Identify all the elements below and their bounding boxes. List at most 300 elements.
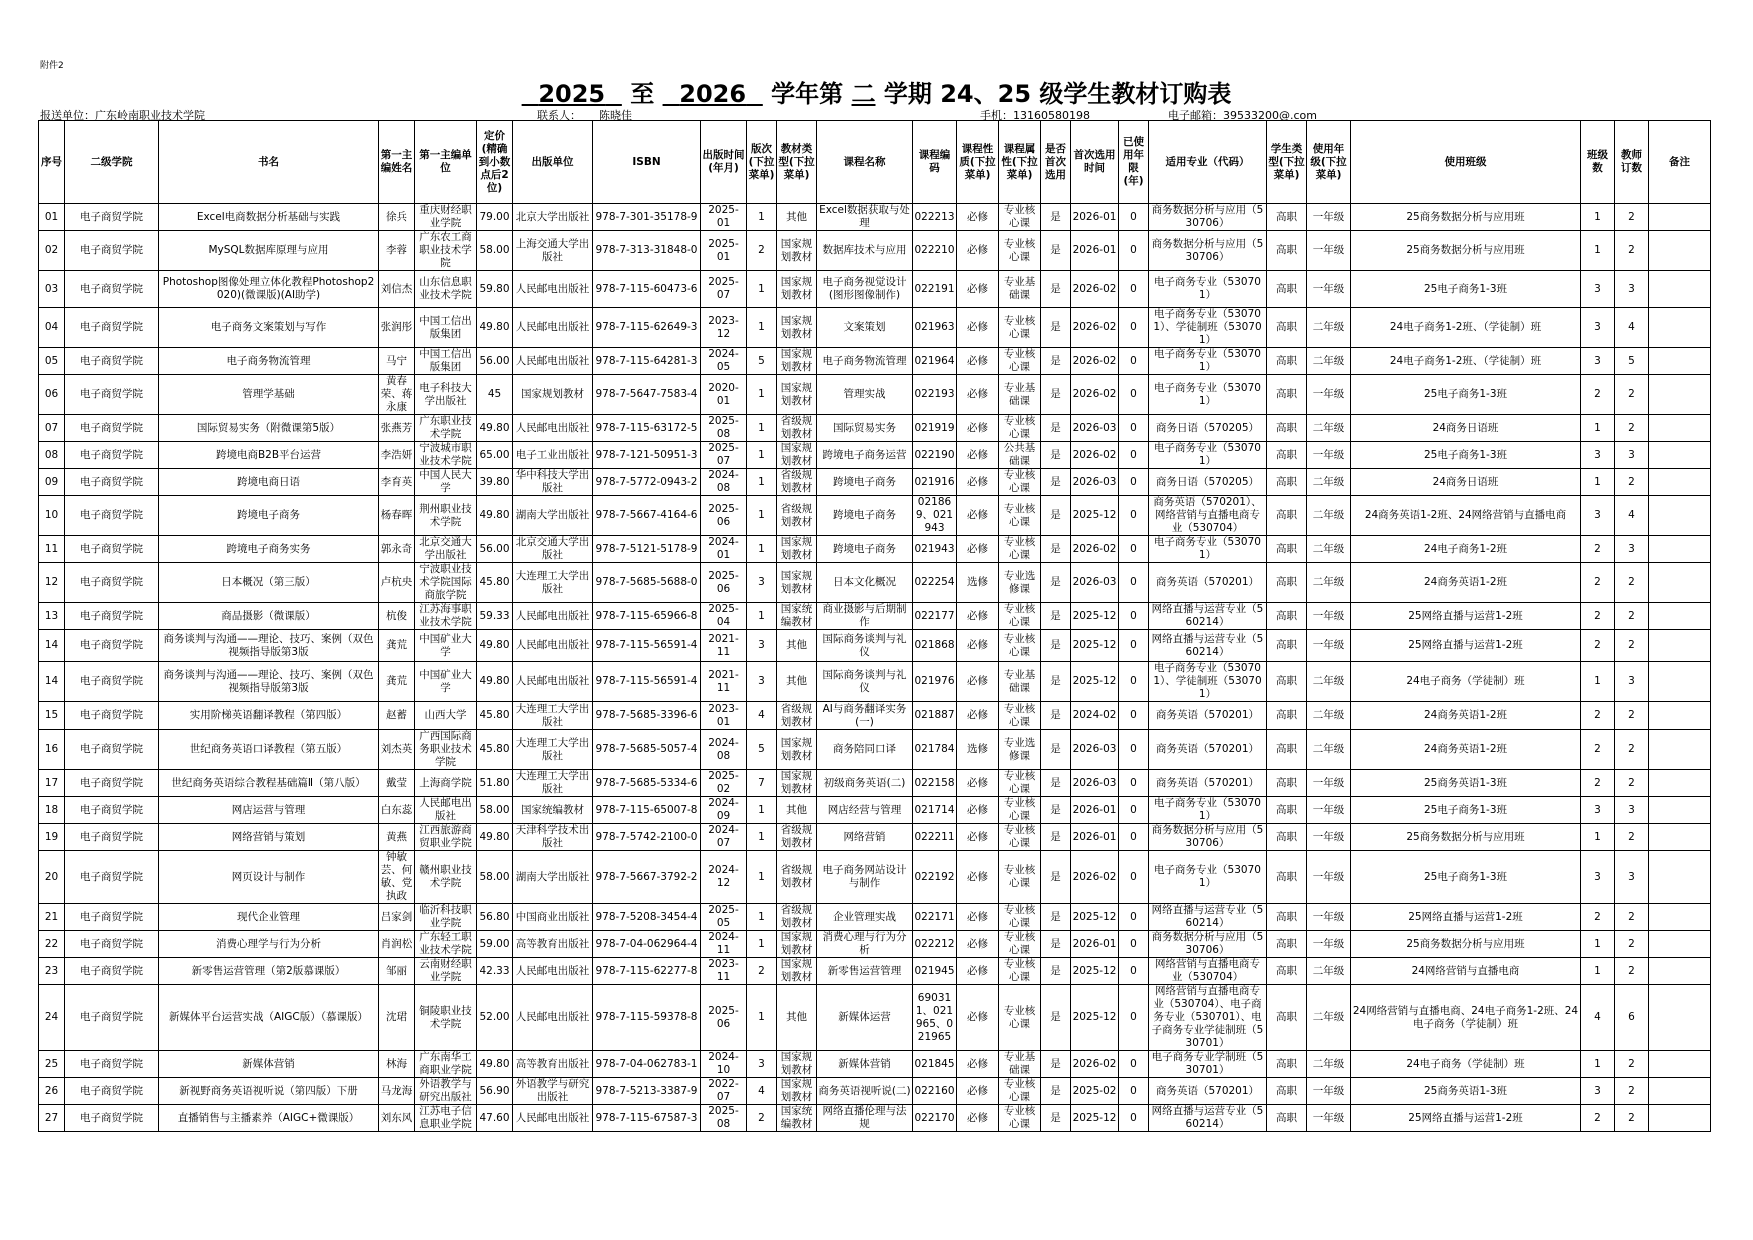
table-cell: 人民邮电出版社 (513, 603, 593, 630)
table-cell: 高职 (1267, 904, 1307, 931)
table-cell: 2 (1615, 1105, 1649, 1132)
table-cell: 2025-05 (701, 904, 747, 931)
table-cell: 24商务英语1-2班、24网络营销与直播电商 (1351, 496, 1581, 536)
title-year-end: 2026 (679, 80, 747, 108)
table-cell: 张燕芳 (379, 415, 415, 442)
table-cell: 北京交通大学出版社 (415, 536, 477, 563)
table-cell (1649, 603, 1711, 630)
table-cell: 是 (1041, 851, 1071, 904)
table-cell: 重庆财经职业学院 (415, 204, 477, 231)
table-cell: 2025-12 (1071, 603, 1119, 630)
table-row (39, 563, 1711, 603)
table-cell: 1 (1581, 824, 1615, 851)
table-cell: 59.33 (477, 603, 513, 630)
column-header: 是否首次选用 (1041, 121, 1071, 204)
table-cell: 专业核心课 (999, 603, 1041, 630)
table-cell: 新媒体营销 (159, 1051, 379, 1078)
table-cell: 2025-12 (1071, 958, 1119, 985)
table-cell: 二年级 (1307, 536, 1351, 563)
table-cell: 沈珺 (379, 985, 415, 1051)
table-cell: 56.80 (477, 904, 513, 931)
table-cell: 龚荒 (379, 630, 415, 662)
table-cell: 3 (1581, 1078, 1615, 1105)
table-cell: 专业基础课 (999, 1051, 1041, 1078)
table-cell: 是 (1041, 1105, 1071, 1132)
table-cell: 高职 (1267, 308, 1307, 348)
title-term: 二 (851, 80, 876, 108)
table-cell: Excel数据获取与处理 (817, 204, 913, 231)
table-cell: 人民邮电出版社 (513, 1105, 593, 1132)
table-cell: 跨境电子商务实务 (159, 536, 379, 563)
report-unit: 报送单位：广东岭南职业技术学院 (40, 109, 205, 122)
table-cell: 2024-11 (701, 931, 747, 958)
table-cell: 2025-07 (701, 271, 747, 308)
table-cell: 二年级 (1307, 1051, 1351, 1078)
title-suffix: 学期 24、25 级学生教材订购表 (883, 80, 1232, 108)
table-cell: 赵蓄 (379, 702, 415, 730)
table-cell: 中国工信出版集团 (415, 308, 477, 348)
table-cell: 必修 (957, 204, 999, 231)
table-cell: 电子商贸学院 (65, 662, 159, 702)
table-cell: 专业核心课 (999, 824, 1041, 851)
table-cell: 其他 (777, 985, 817, 1051)
table-cell: 必修 (957, 375, 999, 415)
table-cell (1649, 1078, 1711, 1105)
table-cell: 商务英语（570201）、网络营销与直播电商专业（530704） (1149, 496, 1267, 536)
table-cell: 高等教育出版社 (513, 931, 593, 958)
table-cell: 跨境电子商务 (817, 496, 913, 536)
table-cell: 世纪商务英语口译教程（第五版） (159, 730, 379, 770)
table-cell: 管理学基础 (159, 375, 379, 415)
table-cell: 上海商学院 (415, 770, 477, 797)
table-row (39, 730, 1711, 770)
attachment-label: 附件2 (40, 61, 64, 71)
table-cell: 省级规划教材 (777, 904, 817, 931)
table-cell: 24商务英语1-2班 (1351, 730, 1581, 770)
table-cell: 24电子商务1-2班 (1351, 536, 1581, 563)
table-cell: 必修 (957, 308, 999, 348)
table-cell: 广东农工商职业技术学院 (415, 231, 477, 271)
table-cell: 电子商贸学院 (65, 851, 159, 904)
table-cell: 978-7-115-59378-8 (593, 985, 701, 1051)
table-cell: 专业核心课 (999, 231, 1041, 271)
table-cell: 2025-01 (701, 204, 747, 231)
table-cell: 国家统编教材 (777, 603, 817, 630)
table-cell: 专业核心课 (999, 1105, 1041, 1132)
table-row (39, 630, 1711, 662)
table-cell: 电子商贸学院 (65, 958, 159, 985)
table-cell: 24电子商务1-2班、（学徒制）班 (1351, 348, 1581, 375)
table-cell: 2025-01 (701, 231, 747, 271)
table-cell: 1 (1581, 231, 1615, 271)
table-cell: 大连理工大学出版社 (513, 702, 593, 730)
table-cell: 电子商务专业学制班（530701） (1149, 1051, 1267, 1078)
table-cell: 022192 (913, 851, 957, 904)
table-cell: 省级规划教材 (777, 702, 817, 730)
table-cell: 0 (1119, 271, 1149, 308)
table-cell: 0 (1119, 348, 1149, 375)
table-cell: 24电子商务1-2班、（学徒制）班 (1351, 308, 1581, 348)
table-cell: 08 (39, 442, 65, 469)
table-cell: 消费心理学与行为分析 (159, 931, 379, 958)
table-cell: 0 (1119, 536, 1149, 563)
table-cell: 2023-01 (701, 702, 747, 730)
table-row (39, 1051, 1711, 1078)
table-row (39, 603, 1711, 630)
table-cell: 12 (39, 563, 65, 603)
table-cell: 978-7-115-64281-3 (593, 348, 701, 375)
table-cell: 1 (747, 442, 777, 469)
column-header: 课程名称 (817, 121, 913, 204)
table-cell: 25网络直播与运营1-2班 (1351, 630, 1581, 662)
table-cell: 24网络营销与直播电商 (1351, 958, 1581, 985)
table-cell: 商务数据分析与应用（530706） (1149, 931, 1267, 958)
table-cell: 电子商贸学院 (65, 308, 159, 348)
table-cell: 李蓉 (379, 231, 415, 271)
table-cell: 高职 (1267, 563, 1307, 603)
table-cell: 978-7-115-65007-8 (593, 797, 701, 824)
table-cell: 47.60 (477, 1105, 513, 1132)
table-cell: 必修 (957, 662, 999, 702)
table-cell: 高职 (1267, 1078, 1307, 1105)
table-cell: 一年级 (1307, 904, 1351, 931)
table-cell: 25商务数据分析与应用班 (1351, 204, 1581, 231)
table-cell: 是 (1041, 496, 1071, 536)
table-cell: 24商务日语班 (1351, 469, 1581, 496)
table-row (39, 415, 1711, 442)
table-cell: 2025-08 (701, 415, 747, 442)
table-cell: 0 (1119, 442, 1149, 469)
table-cell: 一年级 (1307, 770, 1351, 797)
table-cell: 电子商贸学院 (65, 348, 159, 375)
table-cell: 国际贸易实务（附微课第5版） (159, 415, 379, 442)
table-cell: 消费心理与行为分析 (817, 931, 913, 958)
table-cell: 2025-12 (1071, 1105, 1119, 1132)
table-cell: 3 (1615, 851, 1649, 904)
table-cell: 0 (1119, 824, 1149, 851)
table-cell: 021945 (913, 958, 957, 985)
table-cell: 1 (747, 536, 777, 563)
table-cell: 省级规划教材 (777, 824, 817, 851)
table-cell: 二年级 (1307, 702, 1351, 730)
table-cell: 广东南华工商职业学院 (415, 1051, 477, 1078)
table-cell: 1 (747, 308, 777, 348)
table-cell: 5 (747, 730, 777, 770)
table-cell: 高职 (1267, 536, 1307, 563)
table-cell: 3 (1581, 797, 1615, 824)
table-cell: 一年级 (1307, 1078, 1351, 1105)
table-cell: 高职 (1267, 770, 1307, 797)
table-cell: 张润彤 (379, 308, 415, 348)
table-cell: 65.00 (477, 442, 513, 469)
table-cell: 4 (1615, 496, 1649, 536)
table-cell: 26 (39, 1078, 65, 1105)
table-cell: 必修 (957, 536, 999, 563)
table-cell: 高职 (1267, 958, 1307, 985)
table-row (39, 271, 1711, 308)
column-header: 第一主编姓名 (379, 121, 415, 204)
table-cell: 必修 (957, 851, 999, 904)
table-cell: 2 (1615, 730, 1649, 770)
table-cell: 2026-01 (1071, 231, 1119, 271)
table-cell: 电子商贸学院 (65, 1105, 159, 1132)
table-cell: 跨境电商B2B平台运营 (159, 442, 379, 469)
table-cell: 978-7-5647-7583-4 (593, 375, 701, 415)
table-cell: 马龙海 (379, 1078, 415, 1105)
table-row (39, 904, 1711, 931)
table-cell: 高职 (1267, 496, 1307, 536)
table-cell: 022210 (913, 231, 957, 271)
table-cell: 吕家剑 (379, 904, 415, 931)
table-cell: 0 (1119, 375, 1149, 415)
table-cell: 49.80 (477, 630, 513, 662)
table-cell: 国家规划教材 (777, 231, 817, 271)
table-cell: 是 (1041, 931, 1071, 958)
table-cell: 商品摄影（微课版） (159, 603, 379, 630)
column-header: 课程编码 (913, 121, 957, 204)
table-cell: 商务谈判与沟通——理论、技巧、案例（双色视频指导版第3版 (159, 662, 379, 702)
table-cell: 2 (1615, 630, 1649, 662)
table-cell: AI与商务翻译实务(一) (817, 702, 913, 730)
table-cell: 2023-12 (701, 308, 747, 348)
table-cell (1649, 348, 1711, 375)
table-cell: 2024-09 (701, 797, 747, 824)
table-cell: 电子商贸学院 (65, 797, 159, 824)
table-cell: 3 (747, 1051, 777, 1078)
column-header: 班级数 (1581, 121, 1615, 204)
table-cell: 4 (747, 1078, 777, 1105)
table-row (39, 496, 1711, 536)
table-row (39, 536, 1711, 563)
table-cell: 5 (747, 348, 777, 375)
table-cell: 必修 (957, 630, 999, 662)
table-cell: 978-7-5685-5057-4 (593, 730, 701, 770)
table-cell: 3 (747, 630, 777, 662)
table-cell: 24商务英语1-2班 (1351, 702, 1581, 730)
table-cell: 3 (1615, 442, 1649, 469)
table-cell: 是 (1041, 904, 1071, 931)
table-cell: 是 (1041, 603, 1071, 630)
table-cell: 1 (747, 851, 777, 904)
table-cell: 022190 (913, 442, 957, 469)
table-cell: 高职 (1267, 662, 1307, 702)
table-cell: 022211 (913, 824, 957, 851)
table-cell: 高职 (1267, 1051, 1307, 1078)
table-cell: 2 (1615, 469, 1649, 496)
table-cell: 16 (39, 730, 65, 770)
table-cell: 690311、021965、021965 (913, 985, 957, 1051)
table-cell: 2 (1581, 730, 1615, 770)
table-cell: 978-7-301-35178-9 (593, 204, 701, 231)
table-cell: 必修 (957, 770, 999, 797)
title-mid: 学年第 (771, 80, 844, 108)
table-cell: 2020-01 (701, 375, 747, 415)
table-cell: 1 (1581, 931, 1615, 958)
table-cell: 0 (1119, 730, 1149, 770)
table-cell: 022191 (913, 271, 957, 308)
table-cell: 一年级 (1307, 442, 1351, 469)
table-cell: 021916 (913, 469, 957, 496)
table-cell: 必修 (957, 231, 999, 271)
table-cell: 是 (1041, 797, 1071, 824)
table-cell: 一年级 (1307, 204, 1351, 231)
table-cell: 其他 (777, 204, 817, 231)
table-cell: 专业核心课 (999, 702, 1041, 730)
table-cell: 25商务数据分析与应用班 (1351, 824, 1581, 851)
table-cell: 24电子商务（学徒制）班 (1351, 662, 1581, 702)
table-cell: 978-7-5208-3454-4 (593, 904, 701, 931)
table-header-row (39, 121, 1711, 204)
table-cell: 必修 (957, 931, 999, 958)
table-cell: 国家规划教材 (777, 1078, 817, 1105)
table-cell: 58.00 (477, 851, 513, 904)
table-cell: 021845 (913, 1051, 957, 1078)
table-cell: 022177 (913, 603, 957, 630)
table-cell: 04 (39, 308, 65, 348)
table-cell: 39.80 (477, 469, 513, 496)
table-cell: 新媒体运营 (817, 985, 913, 1051)
table-cell: 2 (1581, 630, 1615, 662)
table-cell: 一年级 (1307, 797, 1351, 824)
column-header: 使用班级 (1351, 121, 1581, 204)
table-cell: 是 (1041, 536, 1071, 563)
table-cell: 978-7-5667-3792-2 (593, 851, 701, 904)
table-cell: 商务数据分析与应用（530706） (1149, 204, 1267, 231)
table-cell: 2025-06 (701, 563, 747, 603)
table-cell: 978-7-115-62277-8 (593, 958, 701, 985)
table-cell: 2026-02 (1071, 442, 1119, 469)
table-cell: 人民邮电出版社 (513, 308, 593, 348)
table-cell: 网络直播与运营专业（560214） (1149, 603, 1267, 630)
table-cell: 1 (1581, 204, 1615, 231)
table-cell (1649, 662, 1711, 702)
table-cell: 二年级 (1307, 958, 1351, 985)
table-cell: 978-7-5742-2100-0 (593, 824, 701, 851)
table-cell: 国家规划教材 (513, 375, 593, 415)
table-cell: 978-7-5213-3387-9 (593, 1078, 701, 1105)
table-cell: 专业选修课 (999, 563, 1041, 603)
table-cell: 是 (1041, 824, 1071, 851)
table-cell: 其他 (777, 630, 817, 662)
table-cell: 2026-02 (1071, 1051, 1119, 1078)
column-header: ISBN (593, 121, 701, 204)
table-cell: 人民邮电出版社 (513, 630, 593, 662)
column-header: 首次选用时间 (1071, 121, 1119, 204)
table-cell: 18 (39, 797, 65, 824)
table-cell: 二年级 (1307, 730, 1351, 770)
table-cell: 0 (1119, 1051, 1149, 1078)
table-cell: 1 (1581, 1051, 1615, 1078)
table-cell: 电子商贸学院 (65, 271, 159, 308)
table-cell: 56.90 (477, 1078, 513, 1105)
table-cell: 45.80 (477, 563, 513, 603)
table-cell: 郭永奇 (379, 536, 415, 563)
table-cell: 日本文化概况 (817, 563, 913, 603)
table-cell: 杭俊 (379, 603, 415, 630)
table-cell: 商务英语视听说(二) (817, 1078, 913, 1105)
table-cell: 北京大学出版社 (513, 204, 593, 231)
table-cell: 网络直播与运营专业（560214） (1149, 904, 1267, 931)
table-cell: 7 (747, 770, 777, 797)
column-header: 出版时间(年月) (701, 121, 747, 204)
table-cell: 5 (1615, 348, 1649, 375)
textbook-order-table (38, 120, 1711, 1132)
table-cell: 电子商务专业（530701） (1149, 797, 1267, 824)
table-cell: 二年级 (1307, 308, 1351, 348)
table-cell: 人民邮电出版社 (415, 797, 477, 824)
table-cell: 2021-11 (701, 662, 747, 702)
table-cell: 2025-06 (701, 985, 747, 1051)
table-cell (1649, 904, 1711, 931)
table-cell: 25网络直播与运营1-2班 (1351, 603, 1581, 630)
table-cell: 电子商贸学院 (65, 204, 159, 231)
table-cell: 1 (747, 271, 777, 308)
table-cell: 2024-05 (701, 348, 747, 375)
table-cell: 国家统编教材 (513, 797, 593, 824)
table-cell: 网络营销 (817, 824, 913, 851)
table-cell: 跨境电子商务运营 (817, 442, 913, 469)
table-cell: 0 (1119, 1078, 1149, 1105)
table-cell: 2 (1615, 1051, 1649, 1078)
table-cell: 25电子商务1-3班 (1351, 442, 1581, 469)
table-cell: 1 (1581, 469, 1615, 496)
table-cell: 公共基础课 (999, 442, 1041, 469)
table-cell: 2024-08 (701, 469, 747, 496)
table-cell: 2026-01 (1071, 824, 1119, 851)
table-cell: 云南财经职业学院 (415, 958, 477, 985)
table-cell: 1 (1581, 415, 1615, 442)
column-header: 序号 (39, 121, 65, 204)
table-cell: Excel电商数据分析基础与实践 (159, 204, 379, 231)
table-cell: 2024-10 (701, 1051, 747, 1078)
table-cell: 022254 (913, 563, 957, 603)
table-cell: 高职 (1267, 231, 1307, 271)
table-cell: 02 (39, 231, 65, 271)
table-cell: 4 (1581, 985, 1615, 1051)
table-cell: 商务数据分析与应用（530706） (1149, 231, 1267, 271)
table-cell: 19 (39, 824, 65, 851)
table-cell: 商务英语（570201） (1149, 563, 1267, 603)
table-cell: 2 (1615, 375, 1649, 415)
table-cell: 电子商贸学院 (65, 603, 159, 630)
table-cell: 高职 (1267, 204, 1307, 231)
table-cell: 978-7-313-31848-0 (593, 231, 701, 271)
table-cell: 2 (1581, 770, 1615, 797)
table-cell: 刘杰英 (379, 730, 415, 770)
table-cell: 网络营销与策划 (159, 824, 379, 851)
table-cell: 必修 (957, 603, 999, 630)
table-cell: 24商务日语班 (1351, 415, 1581, 442)
table-cell: 电子科技大学出版社 (415, 375, 477, 415)
table-cell: 专业核心课 (999, 348, 1041, 375)
table-row (39, 1078, 1711, 1105)
table-cell: 978-7-115-62649-3 (593, 308, 701, 348)
table-cell: 广东轻工职业技术学院 (415, 931, 477, 958)
table-cell: 大连理工大学出版社 (513, 730, 593, 770)
table-cell: 978-7-115-67587-3 (593, 1105, 701, 1132)
table-cell: 必修 (957, 702, 999, 730)
table-cell: 022213 (913, 204, 957, 231)
table-cell: 是 (1041, 958, 1071, 985)
table-cell (1649, 308, 1711, 348)
table-cell: 是 (1041, 702, 1071, 730)
table-cell: 是 (1041, 442, 1071, 469)
table-row (39, 469, 1711, 496)
table-cell: 黄燕 (379, 824, 415, 851)
table-cell: 国际贸易实务 (817, 415, 913, 442)
table-cell: 24商务英语1-2班 (1351, 563, 1581, 603)
table-cell: 商务日语（570205） (1149, 415, 1267, 442)
